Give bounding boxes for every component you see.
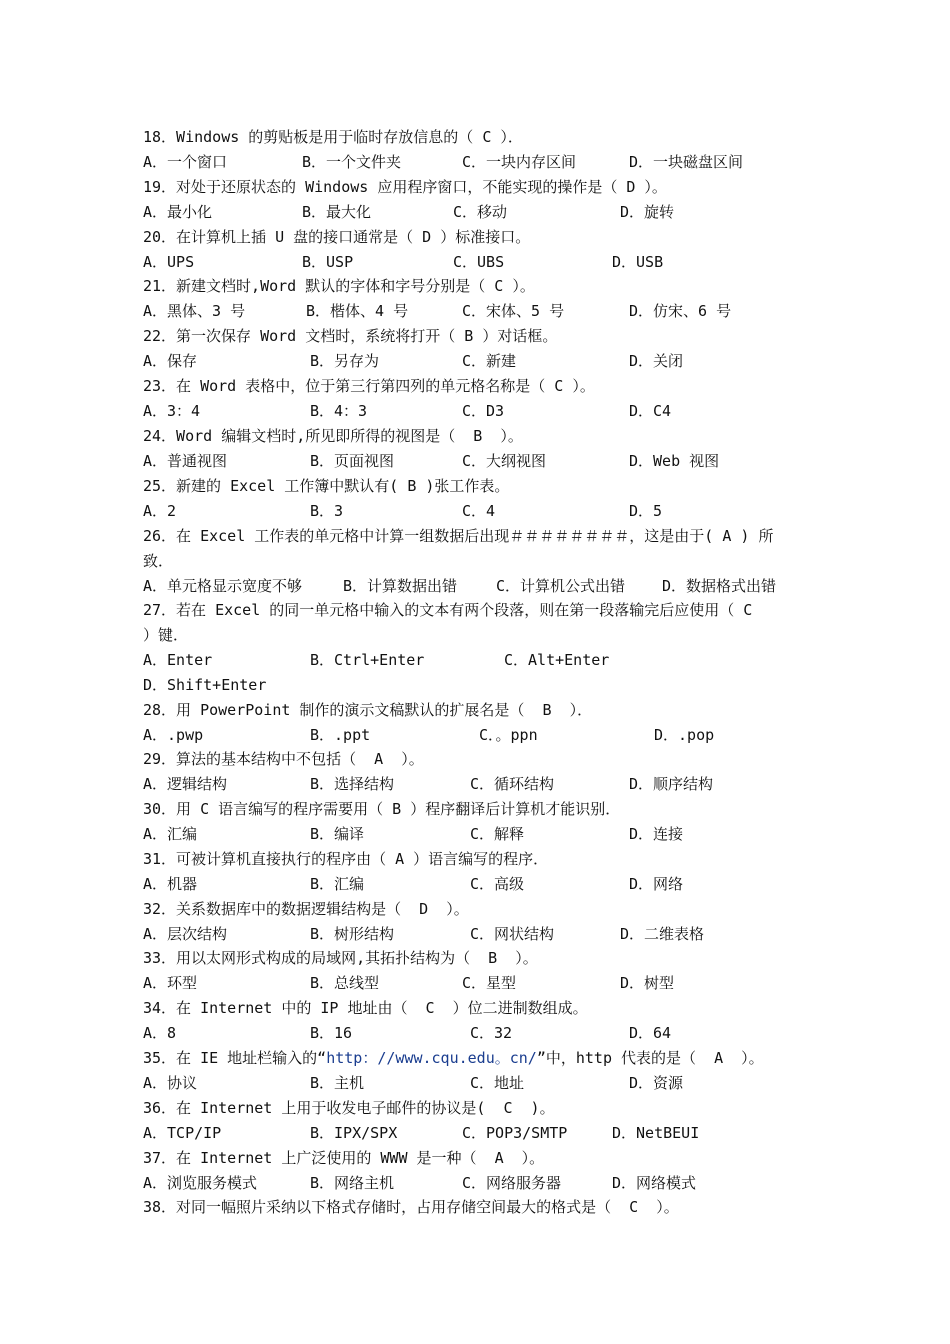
question-34: 34．在 Internet 中的 IP 地址由（ C ）位二进制数组成。	[143, 999, 588, 1017]
option-b: B．IPX/SPX	[310, 1124, 398, 1142]
option-c: C．。ppn	[479, 726, 538, 744]
option-b: B．计算数据出错	[343, 577, 458, 595]
option-a: A．2	[143, 502, 177, 520]
option-d: D．仿宋、6 号	[629, 302, 732, 320]
option-c: C．网状结构	[470, 925, 555, 943]
option-c: C．宋体、5 号	[462, 302, 565, 320]
question-33: 33．用以太网形式构成的局域网,其拓扑结构为（ B ）。	[143, 949, 538, 967]
option-d: D．资源	[629, 1074, 684, 1092]
option-b: B．Ctrl+Enter	[310, 651, 425, 669]
option-b: B．.ppt	[310, 726, 371, 744]
option-d: D．关闭	[629, 352, 684, 370]
question-22: 22．第一次保存 Word 文档时，系统将打开（ B ）对话框。	[143, 327, 558, 345]
question-21: 21．新建文档时,Word 默认的字体和字号分别是（ C ）。	[143, 277, 535, 295]
question-20: 20．在计算机上插 U 盘的接口通常是（ D ）标准接口。	[143, 228, 531, 246]
question-35: 35．在 IE 地址栏输入的“http：//www.cqu.edu。cn/”中，http 代表的是（ A ）。	[143, 1049, 764, 1067]
question-18: 18．Windows 的剪贴板是用于临时存放信息的（ C ）．	[143, 128, 523, 146]
option-d: D．顺序结构	[629, 775, 714, 793]
option-c: C．D3	[462, 402, 505, 420]
option-a: A．保存	[143, 352, 198, 370]
option-c: C．高级	[470, 875, 525, 893]
option-c: C．网络服务器	[462, 1174, 562, 1192]
option-a: A．浏览服务模式	[143, 1174, 258, 1192]
option-d: D．5	[629, 502, 663, 520]
question-36: 36．在 Internet 上用于收发电子邮件的协议是( C )。	[143, 1099, 555, 1117]
option-c: C．大纲视图	[462, 452, 547, 470]
option-a: A．.pwp	[143, 726, 204, 744]
option-c: C．32	[470, 1024, 513, 1042]
option-b: B．最大化	[302, 203, 372, 221]
option-b: B．另存为	[310, 352, 380, 370]
option-b: B．网络主机	[310, 1174, 395, 1192]
option-d: D．C4	[629, 402, 672, 420]
option-c: C．4	[462, 502, 496, 520]
option-b: B．总线型	[310, 974, 380, 992]
option-b: B．一个文件夹	[302, 153, 402, 171]
question-25: 25．新建的 Excel 工作簿中默认有( B )张工作表。	[143, 477, 510, 495]
option-b: B．USP	[302, 253, 354, 271]
option-a: A．汇编	[143, 825, 198, 843]
option-a: A．8	[143, 1024, 177, 1042]
option-c: C．移动	[453, 203, 508, 221]
question-26-continued: 致．	[143, 552, 174, 570]
option-a: A．单元格显示宽度不够	[143, 577, 303, 595]
question-26: 26．在 Excel 工作表的单元格中计算一组数据后出现＃＃＃＃＃＃＃＃，这是由于( A ) 所	[143, 527, 774, 545]
option-c: C．新建	[462, 352, 517, 370]
option-d: D．数据格式出错	[662, 577, 777, 595]
option-d: D．网络	[629, 875, 684, 893]
question-23: 23．在 Word 表格中，位于第三行第四列的单元格名称是（ C ）。	[143, 377, 595, 395]
option-c: C．Alt+Enter	[504, 651, 610, 669]
option-d: D．二维表格	[620, 925, 705, 943]
question-27-continued: ）键．	[143, 626, 189, 644]
option-b: B．汇编	[310, 875, 365, 893]
option-a: A．逻辑结构	[143, 775, 228, 793]
option-a: A．环型	[143, 974, 198, 992]
option-c: C．POP3/SMTP	[462, 1124, 568, 1142]
option-d: D．旋转	[620, 203, 675, 221]
option-a: A．黑体、3 号	[143, 302, 246, 320]
question-30: 30．用 C 语言编写的程序需要用（ B ）程序翻译后计算机才能识别．	[143, 800, 621, 818]
option-b: B．楷体、4 号	[306, 302, 409, 320]
option-b: B．选择结构	[310, 775, 395, 793]
option-c: C．UBS	[453, 253, 505, 271]
option-d: D．树型	[620, 974, 675, 992]
option-a: A．层次结构	[143, 925, 228, 943]
option-b: B．4：3	[310, 402, 368, 420]
option-a: A．一个窗口	[143, 153, 228, 171]
option-d: D．网络模式	[612, 1174, 697, 1192]
question-31: 31．可被计算机直接执行的程序由（ A ）语言编写的程序．	[143, 850, 549, 868]
option-b: B．页面视图	[310, 452, 395, 470]
option-d: D．.pop	[654, 726, 715, 744]
option-d: D．连接	[629, 825, 684, 843]
option-d: D．USB	[612, 253, 664, 271]
url-text: http：//www.cqu.edu。cn/	[326, 1049, 537, 1067]
question-28: 28．用 PowerPoint 制作的演示文稿默认的扩展名是（ B ）．	[143, 701, 593, 719]
option-a: A．普通视图	[143, 452, 228, 470]
option-c: C．一块内存区间	[462, 153, 577, 171]
option-b: B．树形结构	[310, 925, 395, 943]
option-d: D．一块磁盘区间	[629, 153, 744, 171]
option-a: A．Enter	[143, 651, 213, 669]
option-d: D．NetBEUI	[612, 1124, 700, 1142]
question-19: 19．对处于还原状态的 Windows 应用程序窗口，不能实现的操作是（ D ）。	[143, 178, 667, 196]
option-b: B．3	[310, 502, 344, 520]
option-b: B．16	[310, 1024, 353, 1042]
option-c: C．解释	[470, 825, 525, 843]
option-b: B．编译	[310, 825, 365, 843]
option-d: D．64	[629, 1024, 672, 1042]
question-29: 29．算法的基本结构中不包括（ A ）。	[143, 750, 424, 768]
question-37: 37．在 Internet 上广泛使用的 WWW 是一种（ A ）。	[143, 1149, 545, 1167]
option-a: A．机器	[143, 875, 198, 893]
option-d: D．Shift+Enter	[143, 676, 267, 694]
question-27: 27．若在 Excel 的同一单元格中输入的文本有两个段落，则在第一段落输完后应使用（ C	[143, 601, 753, 619]
option-a: A．协议	[143, 1074, 198, 1092]
question-24: 24．Word 编辑文档时,所见即所得的视图是（ B ）。	[143, 427, 523, 445]
option-c: C．循环结构	[470, 775, 555, 793]
option-c: C．星型	[462, 974, 517, 992]
option-c: C．地址	[470, 1074, 525, 1092]
option-a: A．UPS	[143, 253, 195, 271]
option-a: A．最小化	[143, 203, 213, 221]
option-b: B．主机	[310, 1074, 365, 1092]
option-a: A．TCP/IP	[143, 1124, 222, 1142]
question-32: 32．关系数据库中的数据逻辑结构是（ D ）。	[143, 900, 469, 918]
option-c: C．计算机公式出错	[496, 577, 626, 595]
question-38: 38．对同一幅照片采纳以下格式存储时，占用存储空间最大的格式是（ C ）。	[143, 1198, 679, 1216]
option-a: A．3：4	[143, 402, 201, 420]
option-d: D．Web 视图	[629, 452, 720, 470]
